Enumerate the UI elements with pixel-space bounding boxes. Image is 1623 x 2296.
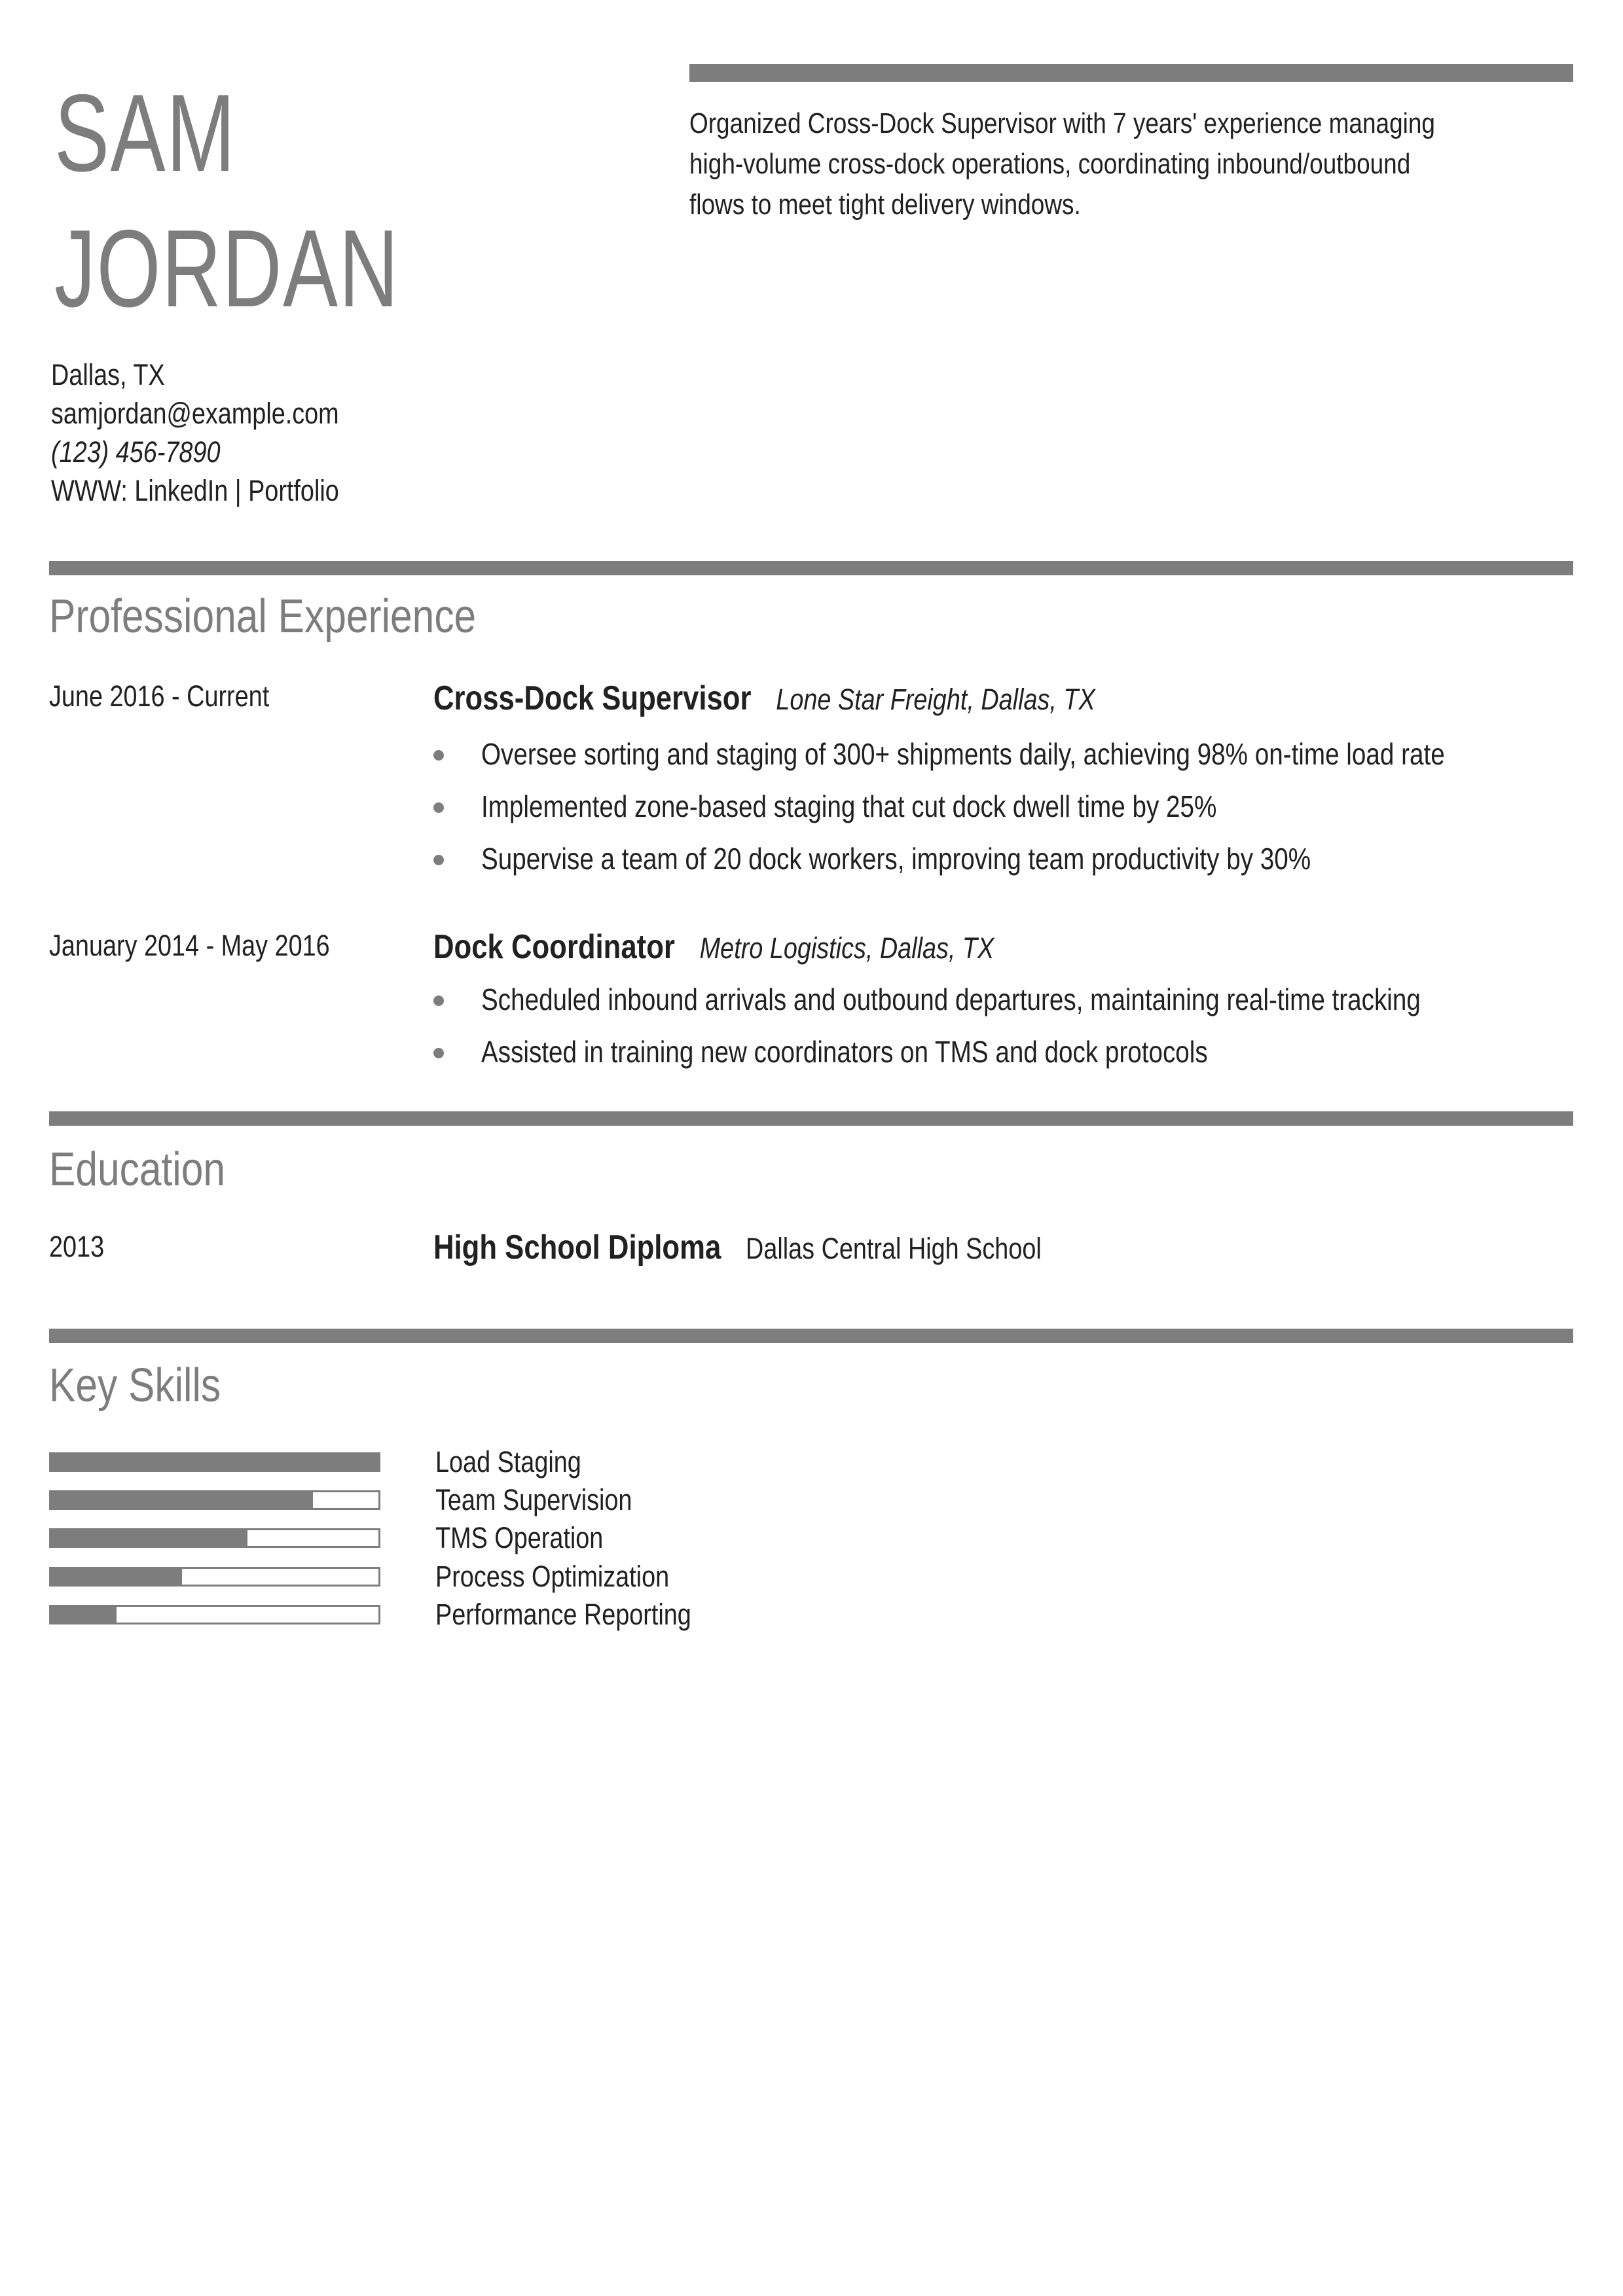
experience-2-dates: January 2014 - May 2016 [49, 929, 330, 962]
skill-bar-track [49, 1567, 380, 1587]
contact-email: samjordan@example.com [51, 397, 339, 430]
experience-1-dates: June 2016 - Current [49, 679, 270, 713]
skill-label: Load Staging [435, 1445, 581, 1479]
skill-label: Process Optimization [435, 1560, 670, 1593]
education-1-dates: 2013 [49, 1230, 105, 1263]
skill-bar-fill [51, 1569, 182, 1585]
bullet-dot-icon [433, 855, 444, 865]
bullet-item: Oversee sorting and staging of 300+ shipments daily, achieving 98% on-time load rate [433, 728, 1623, 780]
name-line-first [54, 65, 515, 201]
experience-section-heading: Professional Experience [49, 590, 477, 643]
summary-line: Organized Cross-Dock Supervisor with 7 years' experience managing [689, 107, 1435, 139]
skill-bar-fill [51, 1454, 378, 1470]
skill-bar-track [49, 1490, 380, 1510]
skill-row [49, 1560, 1573, 1593]
bullet-dot-icon [433, 1048, 444, 1058]
summary-paragraph [689, 103, 1577, 225]
name-first: SAM [54, 71, 236, 194]
education-1-degree: High School Diploma [433, 1229, 721, 1266]
contact-web-links: WWW: LinkedIn | Portfolio [51, 474, 339, 507]
bullet-item: Supervise a team of 20 dock workers, improving team productivity by 30% [433, 833, 1623, 885]
education-section-heading: Education [49, 1143, 226, 1196]
summary-line: high-volume cross-dock operations, coordinating inbound/outbound [689, 148, 1411, 180]
bullet-dot-icon [433, 802, 444, 813]
education-section-divider [49, 1111, 1573, 1126]
contact-location: Dallas, TX [51, 358, 165, 391]
contact-block [51, 355, 394, 510]
experience-1-company: Lone Star Freight, Dallas, TX [776, 683, 1095, 716]
experience-1-job-title: Cross-Dock Supervisor [433, 679, 752, 717]
contact-phone: (123) 456-7890 [51, 435, 221, 469]
experience-2-title-row [433, 928, 1101, 967]
experience-2-company: Metro Logistics, Dallas, TX [699, 931, 994, 965]
summary-line: flows to meet tight delivery windows. [689, 188, 1081, 221]
bullet-item: Implemented zone-based staging that cut dock dwell time by 25% [433, 780, 1623, 833]
skill-row [49, 1598, 1573, 1631]
name-block [54, 65, 515, 336]
summary-accent-bar [689, 64, 1573, 82]
experience-1-title-row [433, 679, 1221, 719]
skill-bar-track [49, 1452, 380, 1472]
skill-bar-fill [51, 1607, 117, 1623]
experience-section-divider [49, 561, 1573, 575]
skill-bar-track [49, 1605, 380, 1624]
skill-bar-track [49, 1528, 380, 1548]
skill-row [49, 1445, 1573, 1479]
bullet-dot-icon [433, 996, 444, 1006]
skills-section-heading: Key Skills [49, 1359, 221, 1412]
name-line-last [54, 201, 515, 336]
skill-label: TMS Operation [435, 1521, 604, 1554]
experience-2-bullet-list [433, 973, 1599, 1078]
skills-section-divider [49, 1329, 1573, 1343]
experience-1-bullet-list [433, 728, 1623, 885]
name-last: JORDAN [54, 207, 400, 330]
skill-label: Team Supervision [435, 1483, 632, 1516]
education-1-school: Dallas Central High School [746, 1232, 1042, 1265]
bullet-item: Scheduled inbound arrivals and outbound departures, maintaining real-time tracking [433, 973, 1599, 1026]
skill-label: Performance Reporting [435, 1598, 691, 1631]
bullet-dot-icon [433, 750, 444, 761]
bullet-item: Assisted in training new coordinators on TMS and dock protocols [433, 1026, 1599, 1078]
skill-bar-fill [51, 1530, 247, 1546]
experience-2-job-title: Dock Coordinator [433, 928, 675, 966]
skill-row [49, 1521, 1573, 1554]
skill-bar-fill [51, 1492, 313, 1508]
education-1-title-row [433, 1229, 1158, 1268]
skill-row [49, 1483, 1573, 1516]
